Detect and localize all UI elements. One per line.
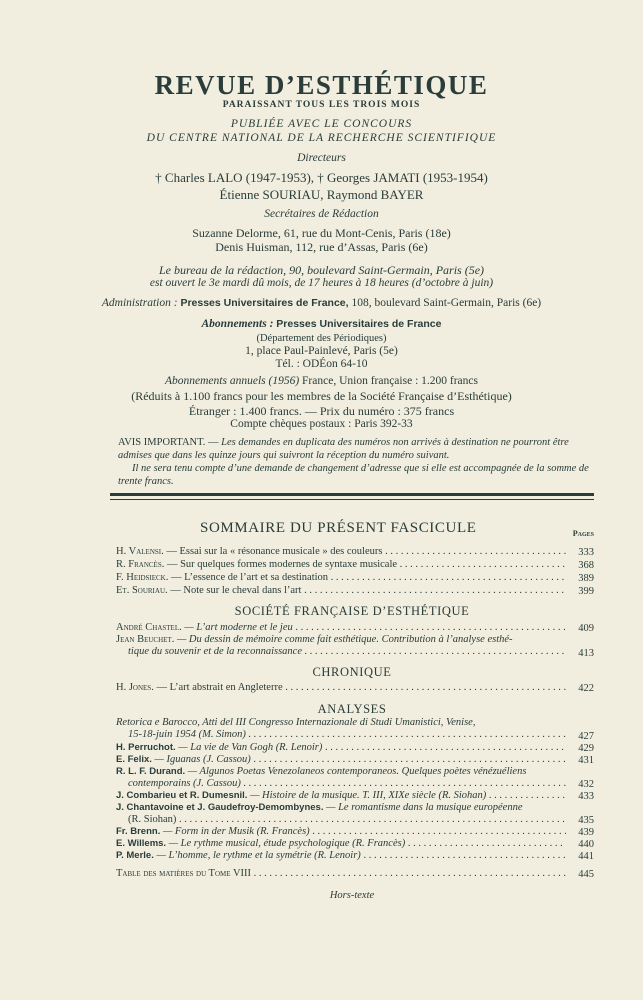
frequency-line: PARAISSANT TOUS LES TROIS MOIS [222, 100, 421, 110]
annual-text: France, Union française : 1.200 francs [302, 375, 478, 387]
toc-page: 413 [578, 647, 594, 659]
foreign-line: Étranger : 1.400 francs. — Prix du numéro : 375 francs [188, 404, 455, 418]
secretaries-label: Secrétaires de Rédaction [264, 208, 379, 220]
office-line-1: Le bureau de la rédaction, 90, boulevard Saint-Germain, Paris (5e) [158, 263, 485, 277]
toc-page: 399 [578, 585, 594, 597]
administration-address: 108, boulevard Saint-Germain, Paris (6e) [351, 297, 542, 309]
double-rule-bottom [110, 499, 594, 500]
toc-entry[interactable]: Jean Beuchet. — Du dessin de mémoire comme fait esthétique. Contribution à l’analyse esthé- tique du souvenir et de la reconnaissance . . . 413 [116, 634, 594, 660]
subscriptions-line [0, 318, 643, 330]
toc-page: 368 [578, 559, 594, 571]
toc-page: 441 [578, 850, 594, 862]
toc-entry[interactable]: E. Willems. — Le rythme musical, étude psychologique (R. Francès) . . . 440 [116, 838, 594, 851]
section-title-analyses: ANALYSES [317, 702, 387, 716]
section-title-chronique: CHRONIQUE [312, 665, 392, 679]
toc-entry[interactable]: H. Perruchot. — La vie de Van Gogh (R. Lenoir) . . . 429 [116, 742, 594, 755]
hors-texte-label: Hors-texte [329, 890, 375, 901]
directors-line-1: † Charles LALO (1947-1953), † Georges JAMATI (1953-1954) [155, 170, 488, 185]
toc-page: 439 [578, 826, 594, 838]
toc-page: 422 [578, 682, 594, 694]
administration-name: Presses Universitaires de France, [180, 297, 349, 309]
administration-label: Administration : [101, 297, 178, 309]
notice-paragraph-2: Il ne sera tenu compte d’une demande de changement d’adresse que si elle est accompagnée de la somme de trente francs. [118, 463, 589, 487]
toc-entry[interactable]: F. Heidsieck. — L’essence de l’art et sa destination . . . 389 [116, 572, 594, 585]
subscriptions-name: Presses Universitaires de France [276, 318, 442, 330]
publisher-line-1: PUBLIÉE AVEC LE CONCOURS [230, 118, 413, 130]
subscriptions-label: Abonnements : [201, 318, 274, 330]
toc-page: 435 [578, 814, 594, 826]
double-rule-top [110, 493, 594, 496]
toc-entry[interactable]: André Chastel. — L’art moderne et le jeu . . . 409 [116, 622, 594, 635]
toc-page: 433 [578, 790, 594, 802]
office-line-2: est ouvert le 3e mardi dû mois, de 17 heures à 18 heures (d’octobre à juin) [149, 277, 494, 289]
toc-entry[interactable]: E. Felix. — Iguanas (J. Cassou) . . . 431 [116, 754, 594, 767]
directors-label: Directeurs [297, 152, 346, 164]
toc-page: 440 [578, 838, 594, 850]
notice-text-1: Les demandes en duplicata des numéros non arrivés à destination ne pourront être admises que dans les quinze jours qui suivront la réception du numéro suivant. [118, 437, 569, 461]
toc-entry-table[interactable]: Table des matières du Tome VIII . . . 445 [116, 868, 594, 881]
toc-page: 432 [578, 778, 594, 790]
toc-entry[interactable]: R. L. F. Durand. — Algunos Poetas Venezolaneos contemporaneos. Quelques poètes vénézuéliens contemporains (J. Cassou) . . . 432 [116, 766, 594, 791]
secretary-line-1: Suzanne Delorme, 61, rue du Mont-Cenis, Paris (18e) [192, 226, 451, 240]
secretary-line-2: Denis Huisman, 112, rue d’Assas, Paris (6e) [215, 240, 428, 254]
toc-page: 333 [578, 546, 594, 558]
publisher-line-2: DU CENTRE NATIONAL DE LA RECHERCHE SCIENTIFIQUE [146, 132, 497, 144]
section-title-societe: SOCIÉTÉ FRANÇAISE D’ESTHÉTIQUE [234, 604, 470, 618]
notice-label: AVIS IMPORTANT. — [118, 437, 219, 448]
annual-line [0, 375, 643, 387]
toc-entry[interactable]: Et. Souriau. — Note sur le cheval dans l’art . . . 399 [116, 585, 594, 598]
subscriptions-phone: Tél. : ODÉon 64-10 [275, 358, 368, 370]
administration-line [0, 297, 643, 309]
toc-entry[interactable]: J. Chantavoine et J. Gaudefroy-Demombynes. — Le romantisme dans la musique européenne (R. Siohan) . . . 435 [116, 802, 594, 827]
toc-entry[interactable]: H. Jones. — L’art abstrait en Angleterre . . . 422 [116, 682, 594, 695]
pages-label: Pages [572, 529, 594, 538]
toc-entry[interactable]: P. Merle. — L’homme, le rythme et la symétrie (R. Lenoir) . . . 441 [116, 850, 594, 863]
toc-page: 431 [578, 754, 594, 766]
toc-page: 427 [578, 730, 594, 742]
toc-entry[interactable]: Fr. Brenn. — Form in der Musik (R. Francès) . . . 439 [116, 826, 594, 839]
toc-page: 409 [578, 622, 594, 634]
toc-title: SOMMAIRE DU PRÉSENT FASCICULE [200, 520, 477, 536]
subscriptions-address: 1, place Paul-Painlevé, Paris (5e) [245, 345, 398, 357]
toc-entry[interactable]: Retorica e Barocco, Atti del III Congresso Internazionale di Studi Umanistici, Venise, 15-18-juin 1954 (M. Simon) . . . 427 [116, 717, 594, 743]
subscriptions-dept: (Département des Périodiques) [256, 333, 387, 344]
postal-line: Compte chèques postaux : Paris 392-33 [230, 418, 413, 430]
toc-entry[interactable]: H. Valensi. — Essai sur la « résonance musicale » des couleurs . . . 333 [116, 546, 594, 559]
annual-label: Abonnements annuels (1956) [165, 375, 300, 387]
notice-paragraph-1 [118, 437, 598, 462]
toc-page: 389 [578, 572, 594, 584]
toc-entry[interactable]: J. Combarieu et R. Dumesnil. — Histoire de la musique. T. III, XIXe siècle (R. Siohan) . . . 433 [116, 790, 594, 803]
reduced-line: (Réduits à 1.100 francs pour les membres de la Société Française d’Esthétique) [131, 389, 512, 403]
toc-page: 429 [578, 742, 594, 754]
toc-page: 445 [578, 868, 594, 880]
toc-entry[interactable]: R. Francès. — Sur quelques formes modernes de syntaxe musicale . . . 368 [116, 559, 594, 572]
journal-title: REVUE D’ESTHÉTIQUE [154, 70, 489, 100]
directors-line-2: Étienne SOURIAU, Raymond BAYER [219, 187, 424, 202]
